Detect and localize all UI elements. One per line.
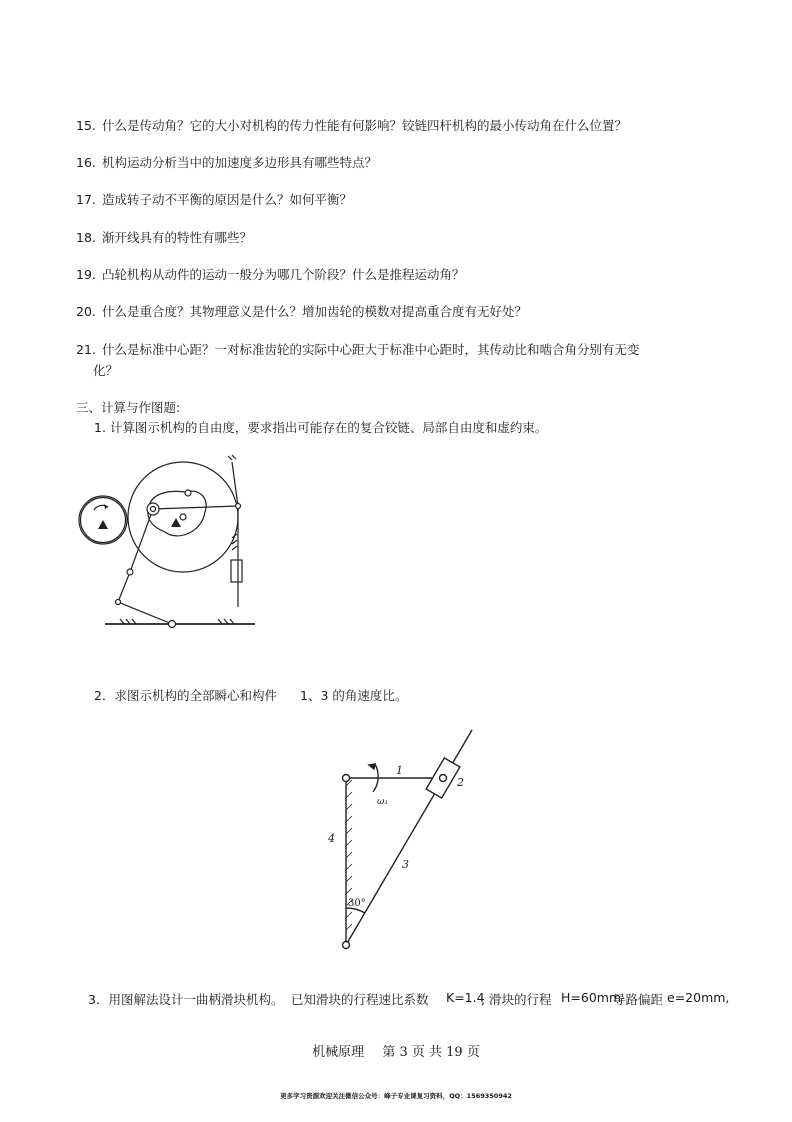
- footer-page-c: 页: [466, 1045, 480, 1060]
- mechanism-figure-1: [80, 452, 265, 637]
- ground-pivot-left: [98, 520, 108, 529]
- problem-3-text-c: , 滑块的行程: [481, 992, 552, 1007]
- label-1: 1: [396, 764, 403, 777]
- problem-1-text: 1. 计算图示机构的自由度，要求指出可能存在的复合铰链、局部自由度和虚约束。: [94, 420, 548, 435]
- footer-page-b: 页 共 19: [411, 1045, 463, 1060]
- label-3: 3: [402, 858, 409, 871]
- problem-3-text-d: 导路偏距: [613, 992, 664, 1007]
- question-16: 16. 机构运动分析当中的加速度多边形具有哪些特点？: [76, 155, 377, 170]
- label-omega: ω₁: [377, 797, 388, 807]
- question-18: 18. 渐开线具有的特性有哪些？: [76, 230, 252, 245]
- problem-2-text-a: 2．求图示机构的全部瞬心和构件: [94, 688, 277, 703]
- mechanism-figure-2: [325, 728, 485, 960]
- problem-3-e: e=20mm,: [667, 990, 730, 1005]
- problem-3-text-b: 已知滑块的行程速比系数: [291, 992, 429, 1007]
- ground-pivot-center: [171, 518, 181, 527]
- question-21: 21. 什么是标准中心距？一对标准齿轮的实际中心距大于标准中心距时，其传动比和啮合角分别有无变: [76, 342, 640, 357]
- question-15: 15. 什么是传动角？它的大小对机构的传力性能有何影响？铰链四杆机构的最小传动角在什么位置？: [76, 118, 627, 133]
- question-19: 19. 凸轮机构从动件的运动一般分为哪几个阶段？什么是推程运动角？: [76, 267, 465, 282]
- label-2: 2: [457, 776, 464, 789]
- problem-3-text-a: 3．用图解法设计一曲柄滑块机构。: [88, 992, 284, 1007]
- question-20: 20. 什么是重合度？其物理意义是什么？增加齿轮的模数对提高重合度有无好处？: [76, 304, 527, 319]
- label-angle: 30°: [348, 898, 366, 909]
- question-21-continuation: 化？: [93, 363, 119, 378]
- problem-2-text-b: 1、3 的角速度比。: [300, 688, 408, 703]
- section-heading: 三、计算与作图题:: [76, 400, 181, 415]
- problem-3-h: H=60mm: [561, 990, 622, 1005]
- problem-3-k: K=1.4: [446, 990, 485, 1005]
- label-4: 4: [328, 832, 335, 845]
- page-footer: [0, 1041, 792, 1060]
- footer-course: 机械原理: [312, 1045, 365, 1060]
- slider-block: [231, 560, 242, 582]
- question-17: 17. 造成转子动不平衡的原因是什么？如何平衡？: [76, 192, 352, 207]
- bottom-note: 更多学习资源欢迎关注微信公众号：峰子专业课复习资料，QQ：1569350942: [280, 1092, 512, 1100]
- footer-page-a: 第 3: [382, 1045, 408, 1060]
